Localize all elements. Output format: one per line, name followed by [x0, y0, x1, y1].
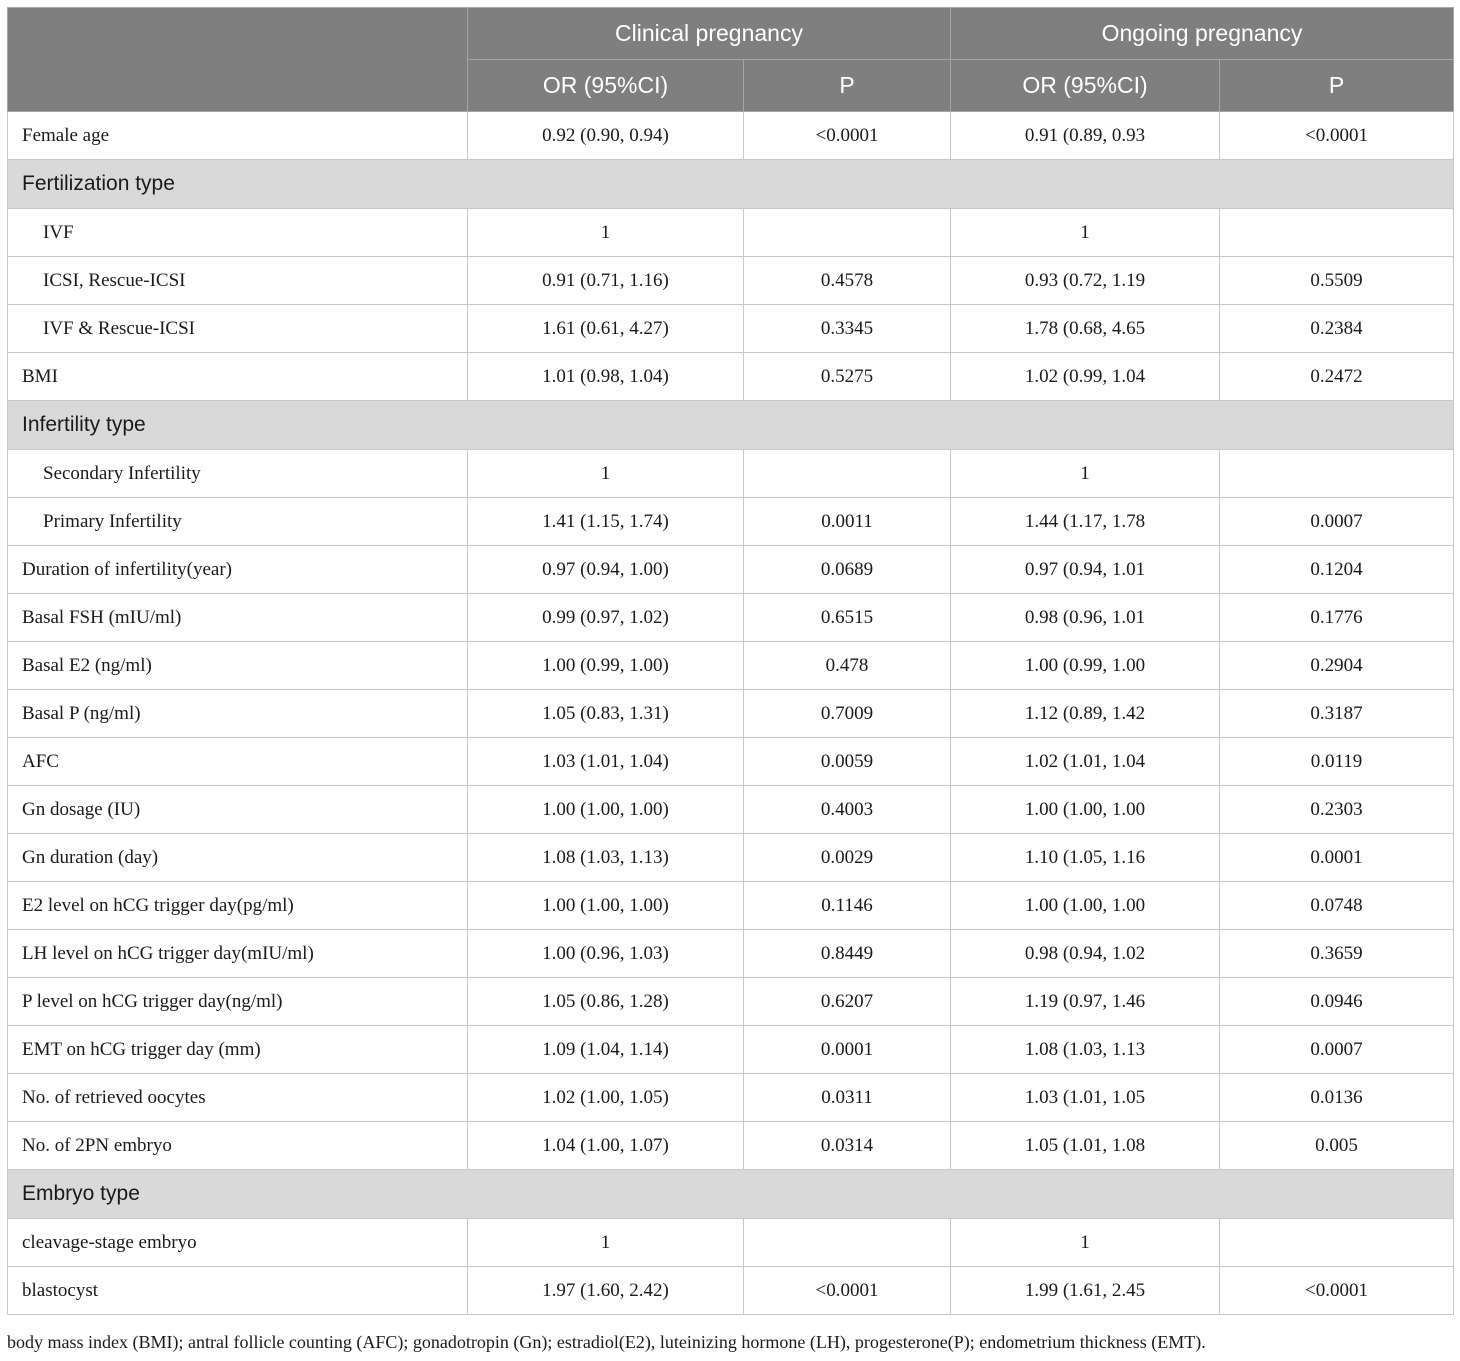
- ongoing-p-cell: 0.0007: [1220, 1026, 1454, 1074]
- clinical-or-cell: 1.01 (0.98, 1.04): [468, 353, 744, 401]
- table-row: [8, 1219, 1454, 1267]
- table-row: [8, 1122, 1454, 1170]
- clinical-p-cell: 0.8449: [744, 930, 951, 978]
- table-row: [8, 738, 1454, 786]
- clinical-or-cell: 1.09 (1.04, 1.14): [468, 1026, 744, 1074]
- row-label: blastocyst: [8, 1267, 468, 1315]
- clinical-or-cell: 0.91 (0.71, 1.16): [468, 257, 744, 305]
- clinical-p-cell: 0.4578: [744, 257, 951, 305]
- row-label: IVF & Rescue-ICSI: [8, 305, 468, 353]
- table-row: [8, 305, 1454, 353]
- clinical-p-cell: 0.0001: [744, 1026, 951, 1074]
- ongoing-or-cell: 0.98 (0.94, 1.02: [951, 930, 1220, 978]
- ongoing-or-cell: 1: [951, 209, 1220, 257]
- ongoing-or-cell: 1.02 (0.99, 1.04: [951, 353, 1220, 401]
- clinical-p-cell: 0.0011: [744, 498, 951, 546]
- clinical-p-cell: 0.0689: [744, 546, 951, 594]
- ongoing-p-cell: 0.0119: [1220, 738, 1454, 786]
- clinical-p-cell: 0.5275: [744, 353, 951, 401]
- row-label: Primary Infertility: [8, 498, 468, 546]
- section-label: Embryo type: [8, 1170, 1454, 1219]
- clinical-or-cell: 1.08 (1.03, 1.13): [468, 834, 744, 882]
- table-row: [8, 882, 1454, 930]
- ongoing-p-cell: 0.005: [1220, 1122, 1454, 1170]
- clinical-p-cell: [744, 209, 951, 257]
- clinical-p-cell: 0.1146: [744, 882, 951, 930]
- table-row: [8, 498, 1454, 546]
- table-row: [8, 786, 1454, 834]
- clinical-p-cell: 0.3345: [744, 305, 951, 353]
- ongoing-p-cell: 0.0748: [1220, 882, 1454, 930]
- ongoing-or-cell: 0.91 (0.89, 0.93: [951, 112, 1220, 160]
- ongoing-p-cell: <0.0001: [1220, 112, 1454, 160]
- ongoing-p-cell: 0.2384: [1220, 305, 1454, 353]
- row-label: Female age: [8, 112, 468, 160]
- ongoing-p-cell: 0.2303: [1220, 786, 1454, 834]
- clinical-or-cell: 1: [468, 209, 744, 257]
- clinical-p-cell: <0.0001: [744, 112, 951, 160]
- clinical-or-cell: 1.02 (1.00, 1.05): [468, 1074, 744, 1122]
- ongoing-p-cell: [1220, 1219, 1454, 1267]
- clinical-or-cell: 1.03 (1.01, 1.04): [468, 738, 744, 786]
- clinical-or-cell: 1.04 (1.00, 1.07): [468, 1122, 744, 1170]
- header-or-clinical: OR (95%CI): [468, 60, 744, 112]
- row-label: EMT on hCG trigger day (mm): [8, 1026, 468, 1074]
- table-footnote: body mass index (BMI); antral follicle counting (AFC); gonadotropin (Gn); estradiol(E2), luteinizing hormone (LH), progesterone(P); endometrium thickness (EMT).: [7, 1332, 1206, 1352]
- section-label: Fertilization type: [8, 160, 1454, 209]
- clinical-p-cell: 0.0059: [744, 738, 951, 786]
- clinical-or-cell: 1.05 (0.83, 1.31): [468, 690, 744, 738]
- ongoing-or-cell: 1.02 (1.01, 1.04: [951, 738, 1220, 786]
- header-blank-cell: [8, 8, 468, 112]
- clinical-or-cell: 1.41 (1.15, 1.74): [468, 498, 744, 546]
- table-row: [8, 257, 1454, 305]
- row-label: Basal E2 (ng/ml): [8, 642, 468, 690]
- row-label: ICSI, Rescue-ICSI: [8, 257, 468, 305]
- row-label: Gn dosage (IU): [8, 786, 468, 834]
- section-row: [8, 160, 1454, 209]
- regression-table: [7, 7, 1454, 1315]
- table-row: [8, 978, 1454, 1026]
- ongoing-or-cell: 0.93 (0.72, 1.19: [951, 257, 1220, 305]
- section-row: [8, 401, 1454, 450]
- clinical-or-cell: 1.05 (0.86, 1.28): [468, 978, 744, 1026]
- ongoing-or-cell: 1.00 (0.99, 1.00: [951, 642, 1220, 690]
- clinical-p-cell: 0.0029: [744, 834, 951, 882]
- ongoing-or-cell: 1.05 (1.01, 1.08: [951, 1122, 1220, 1170]
- header-p-clinical: P: [744, 60, 951, 112]
- table-row: [8, 594, 1454, 642]
- clinical-p-cell: 0.0311: [744, 1074, 951, 1122]
- clinical-or-cell: 1.61 (0.61, 4.27): [468, 305, 744, 353]
- section-row: [8, 1170, 1454, 1219]
- row-label: Basal P (ng/ml): [8, 690, 468, 738]
- ongoing-p-cell: 0.5509: [1220, 257, 1454, 305]
- clinical-p-cell: <0.0001: [744, 1267, 951, 1315]
- row-label: Duration of infertility(year): [8, 546, 468, 594]
- table-row: [8, 1074, 1454, 1122]
- row-label: LH level on hCG trigger day(mIU/ml): [8, 930, 468, 978]
- table-row: [8, 1267, 1454, 1315]
- clinical-or-cell: 1.00 (0.96, 1.03): [468, 930, 744, 978]
- ongoing-or-cell: 1.08 (1.03, 1.13: [951, 1026, 1220, 1074]
- clinical-or-cell: 0.92 (0.90, 0.94): [468, 112, 744, 160]
- ongoing-or-cell: 1.00 (1.00, 1.00: [951, 786, 1220, 834]
- clinical-p-cell: 0.6207: [744, 978, 951, 1026]
- ongoing-p-cell: 0.3187: [1220, 690, 1454, 738]
- row-label: BMI: [8, 353, 468, 401]
- header-row-groups: [8, 8, 1454, 60]
- clinical-p-cell: [744, 450, 951, 498]
- row-label: Secondary Infertility: [8, 450, 468, 498]
- clinical-p-cell: 0.0314: [744, 1122, 951, 1170]
- ongoing-or-cell: 1: [951, 450, 1220, 498]
- clinical-p-cell: 0.6515: [744, 594, 951, 642]
- ongoing-p-cell: <0.0001: [1220, 1267, 1454, 1315]
- row-label: Gn duration (day): [8, 834, 468, 882]
- table-row: [8, 930, 1454, 978]
- table-row: [8, 112, 1454, 160]
- clinical-p-cell: 0.478: [744, 642, 951, 690]
- ongoing-or-cell: 1.44 (1.17, 1.78: [951, 498, 1220, 546]
- clinical-p-cell: 0.4003: [744, 786, 951, 834]
- row-label: E2 level on hCG trigger day(pg/ml): [8, 882, 468, 930]
- table-row: [8, 642, 1454, 690]
- ongoing-or-cell: 1.12 (0.89, 1.42: [951, 690, 1220, 738]
- ongoing-or-cell: 1: [951, 1219, 1220, 1267]
- ongoing-p-cell: [1220, 209, 1454, 257]
- ongoing-p-cell: [1220, 450, 1454, 498]
- ongoing-or-cell: 1.19 (0.97, 1.46: [951, 978, 1220, 1026]
- table-row: [8, 353, 1454, 401]
- clinical-or-cell: 0.97 (0.94, 1.00): [468, 546, 744, 594]
- ongoing-or-cell: 1.78 (0.68, 4.65: [951, 305, 1220, 353]
- table-row: [8, 450, 1454, 498]
- header-or-ongoing: OR (95%CI): [951, 60, 1220, 112]
- header-p-ongoing: P: [1220, 60, 1454, 112]
- row-label: AFC: [8, 738, 468, 786]
- ongoing-or-cell: 0.98 (0.96, 1.01: [951, 594, 1220, 642]
- ongoing-p-cell: 0.2904: [1220, 642, 1454, 690]
- clinical-or-cell: 1.97 (1.60, 2.42): [468, 1267, 744, 1315]
- ongoing-p-cell: 0.0946: [1220, 978, 1454, 1026]
- table-row: [8, 834, 1454, 882]
- ongoing-p-cell: 0.0136: [1220, 1074, 1454, 1122]
- ongoing-p-cell: 0.1776: [1220, 594, 1454, 642]
- ongoing-or-cell: 1.10 (1.05, 1.16: [951, 834, 1220, 882]
- clinical-or-cell: 0.99 (0.97, 1.02): [468, 594, 744, 642]
- table-row: [8, 690, 1454, 738]
- clinical-p-cell: 0.7009: [744, 690, 951, 738]
- clinical-p-cell: [744, 1219, 951, 1267]
- ongoing-p-cell: 0.2472: [1220, 353, 1454, 401]
- table-row: [8, 1026, 1454, 1074]
- ongoing-or-cell: 1.03 (1.01, 1.05: [951, 1074, 1220, 1122]
- ongoing-p-cell: 0.0001: [1220, 834, 1454, 882]
- table-row: [8, 546, 1454, 594]
- ongoing-p-cell: 0.1204: [1220, 546, 1454, 594]
- row-label: Basal FSH (mIU/ml): [8, 594, 468, 642]
- header-clinical-pregnancy: Clinical pregnancy: [468, 8, 951, 60]
- row-label: P level on hCG trigger day(ng/ml): [8, 978, 468, 1026]
- clinical-or-cell: 1: [468, 450, 744, 498]
- row-label: IVF: [8, 209, 468, 257]
- row-label: No. of 2PN embryo: [8, 1122, 468, 1170]
- clinical-or-cell: 1: [468, 1219, 744, 1267]
- clinical-or-cell: 1.00 (1.00, 1.00): [468, 882, 744, 930]
- ongoing-or-cell: 0.97 (0.94, 1.01: [951, 546, 1220, 594]
- row-label: No. of retrieved oocytes: [8, 1074, 468, 1122]
- table-row: [8, 209, 1454, 257]
- clinical-or-cell: 1.00 (1.00, 1.00): [468, 786, 744, 834]
- ongoing-p-cell: 0.3659: [1220, 930, 1454, 978]
- row-label: cleavage-stage embryo: [8, 1219, 468, 1267]
- ongoing-or-cell: 1.99 (1.61, 2.45: [951, 1267, 1220, 1315]
- ongoing-p-cell: 0.0007: [1220, 498, 1454, 546]
- clinical-or-cell: 1.00 (0.99, 1.00): [468, 642, 744, 690]
- header-ongoing-pregnancy: Ongoing pregnancy: [951, 8, 1454, 60]
- ongoing-or-cell: 1.00 (1.00, 1.00: [951, 882, 1220, 930]
- table-body: [8, 112, 1454, 1315]
- section-label: Infertility type: [8, 401, 1454, 450]
